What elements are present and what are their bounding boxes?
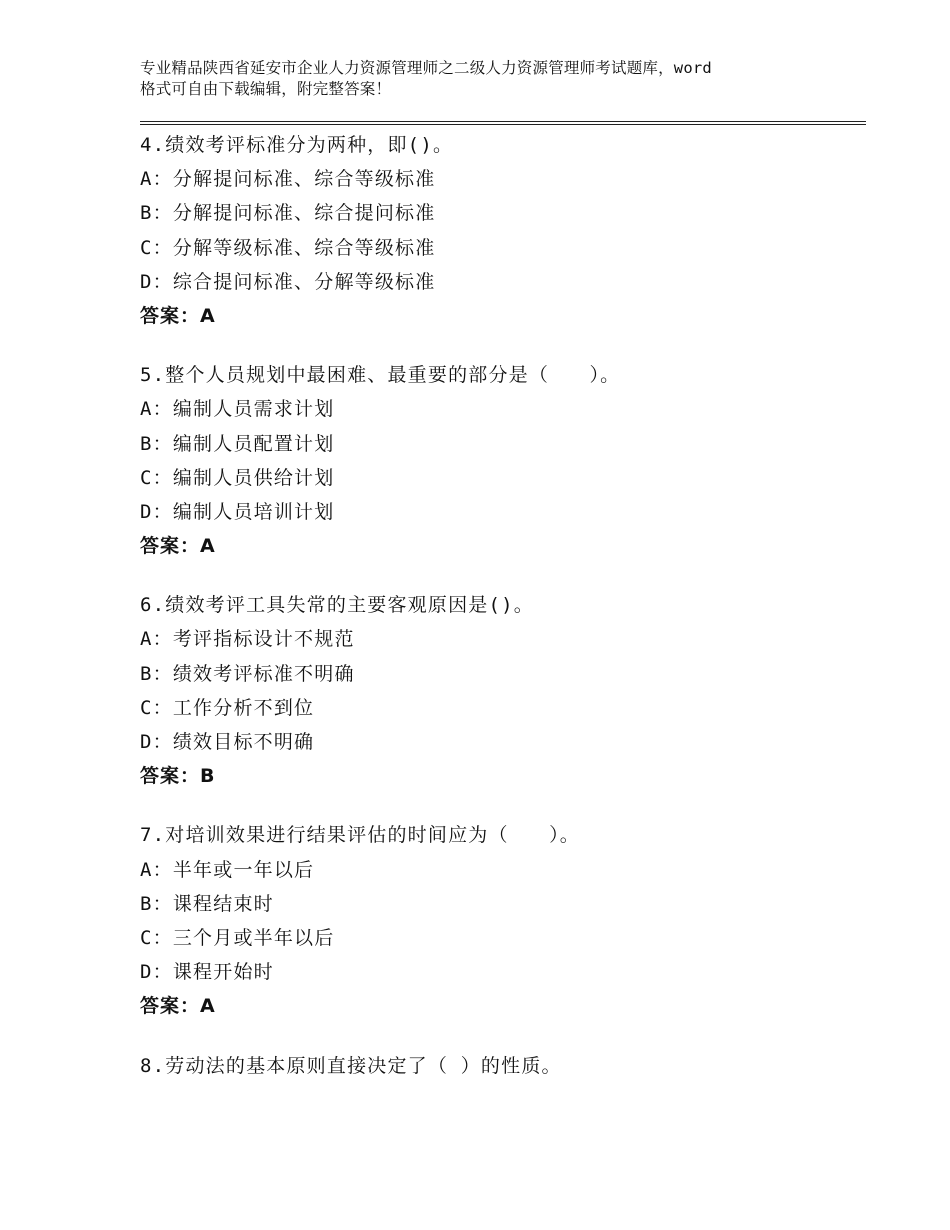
header-divider-top xyxy=(140,121,866,122)
question-stem: 6.绩效考评工具失常的主要客观原因是()。 xyxy=(140,594,534,617)
answer-label: 答案：A xyxy=(140,995,216,1018)
question-6 xyxy=(140,588,870,793)
answer-label: 答案：B xyxy=(140,765,216,788)
option-c: C：三个月或半年以后 xyxy=(140,926,335,949)
header-line-1: 专业精品陕西省延安市企业人力资源管理师之二级人力资源管理师考试题库，word xyxy=(140,59,712,77)
option-c: C：工作分析不到位 xyxy=(140,696,315,719)
question-7 xyxy=(140,818,870,1023)
question-4 xyxy=(140,128,870,333)
header-line-2: 格式可自由下载编辑，附完整答案！ xyxy=(140,80,392,98)
option-a: A：考评指标设计不规范 xyxy=(140,628,355,651)
question-stem: 4.绩效考评标准分为两种，即()。 xyxy=(140,134,454,156)
option-a: A：编制人员需求计划 xyxy=(140,398,335,421)
question-8 xyxy=(140,1049,870,1083)
question-5 xyxy=(140,358,870,563)
option-d: D：综合提问标准、分解等级标准 xyxy=(140,270,436,293)
option-c: C：编制人员供给计划 xyxy=(140,466,335,489)
option-b: B：分解提问标准、综合提问标准 xyxy=(140,202,436,225)
option-d: D：课程开始时 xyxy=(140,961,274,984)
option-a: A：半年或一年以后 xyxy=(140,858,315,881)
option-b: B：课程结束时 xyxy=(140,892,274,915)
option-b: B：绩效考评标准不明确 xyxy=(140,662,355,685)
option-c: C：分解等级标准、综合等级标准 xyxy=(140,236,436,259)
document-header xyxy=(140,58,840,100)
header-divider-bottom xyxy=(140,124,866,125)
answer-label: 答案：A xyxy=(140,535,216,558)
option-b: B：编制人员配置计划 xyxy=(140,432,335,455)
option-a: A：分解提问标准、综合等级标准 xyxy=(140,168,436,191)
question-stem: 7.对培训效果进行结果评估的时间应为（ ）。 xyxy=(140,824,580,847)
question-stem: 5.整个人员规划中最困难、最重要的部分是（ ）。 xyxy=(140,364,621,387)
option-d: D：编制人员培训计划 xyxy=(140,500,335,523)
question-list xyxy=(140,128,870,1108)
option-d: D：绩效目标不明确 xyxy=(140,731,315,753)
question-stem: 8.劳动法的基本原则直接决定了（ ）的性质。 xyxy=(140,1054,562,1077)
answer-label: 答案：A xyxy=(140,304,216,327)
